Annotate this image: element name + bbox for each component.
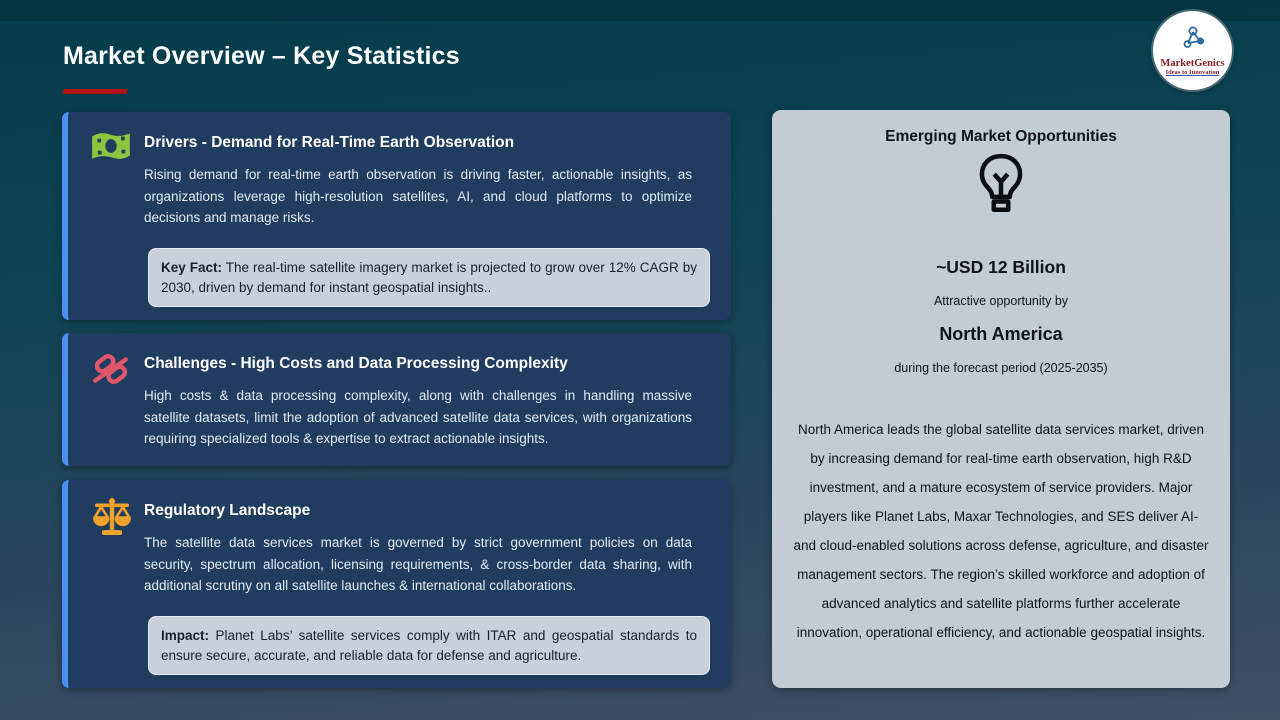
impact-text: Planet Labs’ satellite services comply with ITAR and geospatial standards to ensure secure, accurate, and reliable data for defense and agriculture. <box>161 628 697 663</box>
opportunity-panel <box>772 110 1230 688</box>
card-drivers-title: Drivers - Demand for Real-Time Earth Observation <box>144 134 515 151</box>
card-challenges <box>62 333 731 466</box>
title-underline <box>63 89 127 94</box>
forecast-period: during the forecast period (2025-2035) <box>894 361 1108 375</box>
panel-subtitle: Attractive opportunity by <box>933 294 1069 308</box>
card-regulatory <box>62 480 731 688</box>
card-challenges-body: High costs & data processing complexity, along with challenges in handling massive satellite datasets, limit the adoption of advanced satellite data services, with organizations requiring specialized tools & expertise to extract actionable insights. <box>144 388 692 446</box>
network-icon <box>1178 25 1208 58</box>
broken-link-icon <box>90 349 134 391</box>
region-name: North America <box>939 324 1063 344</box>
card-drivers-body: Rising demand for real-time earth observation is driving faster, actionable insights, as organizations leverage high-resolution satellites, AI, and cloud platforms to optimize decisions and manage risks. <box>144 167 692 225</box>
card-regulatory-body: The satellite data services market is governed by strict government policies on data security, spectrum allocation, licensing requirements, & cross-border data sharing, with additional scrutiny on all satellite launches & international collaborations. <box>144 535 692 593</box>
key-fact-text: The real-time satellite imagery market is projected to grow over 12% CAGR by 2030, driven by demand for instant geospatial insights.. <box>161 260 697 295</box>
card-drivers <box>62 112 731 320</box>
impact-label: Impact: <box>161 628 210 643</box>
money-bill-icon <box>90 128 134 170</box>
card-regulatory-title: Regulatory Landscape <box>144 502 311 519</box>
market-value: ~USD 12 Billion <box>936 257 1066 277</box>
lightbulb-icon <box>772 152 1230 218</box>
balance-scale-icon <box>90 496 134 538</box>
key-fact-callout <box>148 248 710 307</box>
logo-tagline: Ideas to Innovation <box>1165 68 1220 76</box>
key-fact-label: Key Fact: <box>161 260 223 275</box>
region-description: North America leads the global satellite data services market, driven by increasing demand for real-time earth observation, high R&D investment, and a mature ecosystem of service providers. Major players like Planet Labs, Maxar Technologies, and SES deliver AI- and cloud-enabled solutions across defense, agriculture, and disaster management sectors. The region’s skilled workforce and adoption of advanced analytics and satellite platforms further accelerate innovation, operational efficiency, and actionable geospatial insights. <box>793 422 1209 640</box>
page-title: Market Overview – Key Statistics <box>63 42 460 70</box>
logo-name: MarketGenics <box>1160 57 1225 69</box>
card-challenges-title: Challenges - High Costs and Data Processing Complexity <box>144 355 568 372</box>
logo <box>1153 11 1232 90</box>
impact-callout <box>148 616 710 675</box>
top-band <box>0 0 1280 21</box>
panel-header: Emerging Market Opportunities <box>885 128 1117 145</box>
